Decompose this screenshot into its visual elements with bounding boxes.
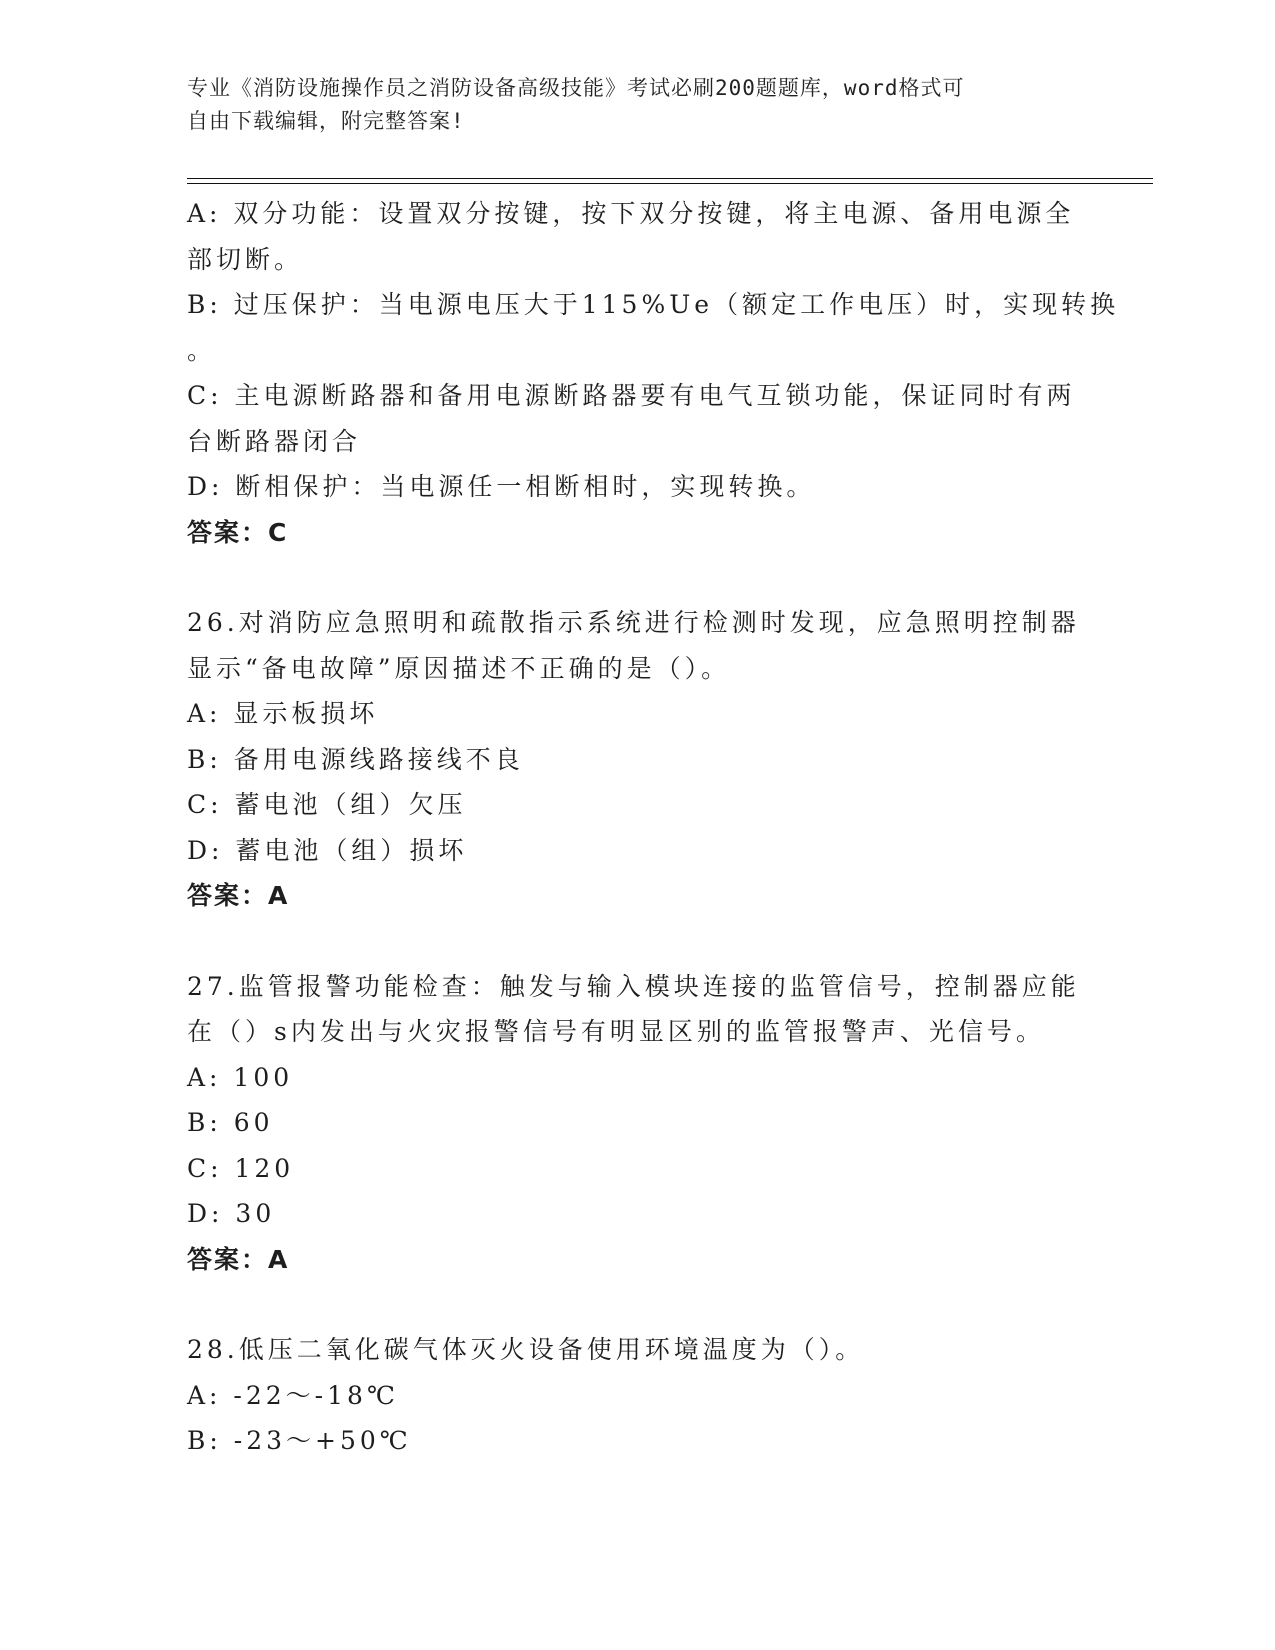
q25-option-a-line-2: 部切断。 bbox=[187, 244, 304, 274]
question-25 bbox=[187, 191, 1120, 555]
q26-option-a: A: 显示板损坏 bbox=[187, 699, 379, 728]
header-title-line-2: 自由下载编辑，附完整答案! bbox=[187, 109, 465, 133]
q28-stem-line-1: 28.低压二氧化碳气体灭火设备使用环境温度为（）。 bbox=[187, 1335, 865, 1364]
spacer bbox=[187, 1282, 1087, 1327]
q26-answer: 答案：A bbox=[187, 881, 290, 910]
q25-option-c-line-1: C: 主电源断路器和备用电源断路器要有电气互锁功能，保证同时有两 bbox=[187, 381, 1076, 410]
q28-option-b: B: -23～+50℃ bbox=[187, 1426, 412, 1455]
q27-stem-line-1: 27.监管报警功能检查：触发与输入模块连接的监管信号，控制器应能 bbox=[187, 971, 1080, 1001]
q28-option-a: A: -22～-18℃ bbox=[187, 1380, 399, 1410]
q25-option-a-line-1: A: 双分功能：设置双分按键，按下双分按键，将主电源、备用电源全 bbox=[187, 199, 1075, 228]
q27-stem-line-2: 在（）s内发出与火灾报警信号有明显区别的监管报警声、光信号。 bbox=[187, 1017, 1045, 1046]
header-rule-bottom bbox=[187, 183, 1153, 184]
q27-option-c: C: 120 bbox=[187, 1153, 295, 1183]
spacer bbox=[187, 555, 1087, 600]
q27-option-b: B: 60 bbox=[187, 1108, 274, 1137]
q27-option-a: A: 100 bbox=[187, 1062, 294, 1092]
header-title-line-1: 专业《消防设施操作员之消防设备高级技能》考试必刷200题题库，word格式可 bbox=[187, 76, 965, 100]
q25-option-c-line-2: 台断路器闭合 bbox=[187, 426, 362, 456]
question-content bbox=[187, 191, 1120, 1464]
q27-option-d: D: 30 bbox=[187, 1199, 276, 1228]
header-rule-top bbox=[187, 178, 1153, 179]
q25-option-b-line-1: B: 过压保护：当电源电压大于115%Ue（额定工作电压）时，实现转换 bbox=[187, 290, 1120, 319]
q25-option-d: D: 断相保护：当电源任一相断相时，实现转换。 bbox=[187, 472, 816, 501]
question-26 bbox=[187, 600, 1087, 919]
q27-answer: 答案：A bbox=[187, 1244, 290, 1274]
question-27 bbox=[187, 964, 1087, 1283]
q25-answer: 答案：C bbox=[187, 517, 289, 547]
q25-option-b-line-2: 。 bbox=[187, 335, 217, 365]
q26-option-b: B: 备用电源线路接线不良 bbox=[187, 744, 524, 774]
spacer bbox=[187, 919, 1087, 964]
question-28 bbox=[187, 1327, 1087, 1464]
q26-option-d: D: 蓄电池（组）损坏 bbox=[187, 835, 468, 865]
q26-option-c: C: 蓄电池（组）欠压 bbox=[187, 790, 467, 819]
q26-stem-line-2: 显示“备电故障”原因描述不正确的是（）。 bbox=[187, 653, 731, 683]
document-header bbox=[187, 72, 1067, 138]
q26-stem-line-1: 26.对消防应急照明和疏散指示系统进行检测时发现，应急照明控制器 bbox=[187, 608, 1080, 637]
